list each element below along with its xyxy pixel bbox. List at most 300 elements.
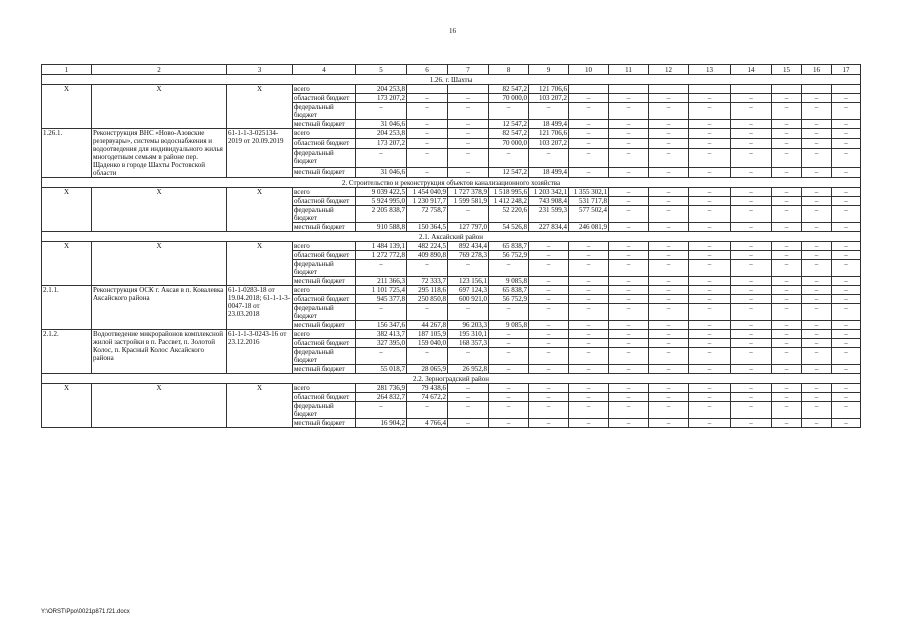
value-cell: –	[569, 103, 609, 120]
value-cell: –	[731, 188, 772, 197]
column-header: 11	[609, 65, 649, 75]
section-row	[42, 374, 861, 384]
value-cell: 70 000,0	[489, 139, 529, 149]
value-cell: –	[529, 295, 569, 304]
value-cell: –	[448, 129, 489, 139]
value-cell: –	[609, 295, 649, 304]
column-header: 13	[689, 65, 731, 75]
value-cell: –	[529, 251, 569, 260]
value-cell: –	[609, 277, 649, 286]
value-cell: –	[802, 94, 832, 103]
item-reference: X	[227, 188, 293, 232]
value-cell: 65 838,7	[489, 286, 529, 295]
column-header: 1	[42, 65, 92, 75]
value-cell: 1 272 772,8	[356, 251, 407, 260]
value-cell: 204 253,8	[356, 129, 407, 139]
item-description: Реконструкция ВНС «Ново-Азовские резервуары», системы водоснабжения и водоотведения для индивидуального жилья многодетным семьям в районе пер. Щаденко в городе Шахты Ростовской области	[92, 129, 227, 178]
value-cell: –	[731, 223, 772, 232]
item-description: Реконструкция ОСК г. Аксая в п. Ковалевка Аксайского района	[92, 286, 227, 330]
value-cell: 56 752,9	[489, 251, 529, 260]
value-cell: –	[802, 339, 832, 348]
value-cell: 697 124,3	[448, 286, 489, 295]
value-cell: –	[569, 339, 609, 348]
column-header: 16	[802, 65, 832, 75]
budget-label: областной бюджет	[293, 393, 356, 402]
item-number: 1.26.1.	[42, 129, 92, 178]
value-cell: –	[832, 419, 861, 428]
value-cell: –	[772, 295, 802, 304]
budget-label: федеральный бюджет	[293, 304, 356, 321]
value-cell: –	[772, 139, 802, 149]
value-cell: –	[802, 139, 832, 149]
value-cell: –	[529, 260, 569, 277]
value-cell: –	[356, 103, 407, 120]
budget-label: федеральный бюджет	[293, 206, 356, 223]
value-cell: –	[609, 393, 649, 402]
value-cell: –	[448, 139, 489, 149]
value-cell: –	[731, 277, 772, 286]
value-cell: –	[689, 103, 731, 120]
value-cell: –	[609, 139, 649, 149]
value-cell: –	[832, 304, 861, 321]
value-cell: 96 203,3	[448, 321, 489, 330]
value-cell: –	[689, 384, 731, 393]
column-header: 7	[448, 65, 489, 75]
table-row	[42, 85, 861, 94]
value-cell: –	[832, 339, 861, 348]
value-cell: –	[832, 223, 861, 232]
value-cell: –	[802, 242, 832, 251]
value-cell: –	[609, 188, 649, 197]
value-cell: –	[802, 365, 832, 374]
value-cell: –	[569, 129, 609, 139]
value-cell: –	[649, 286, 689, 295]
section-title: 2.2. Зерноградский район	[42, 374, 861, 384]
value-cell: –	[649, 365, 689, 374]
item-number: 2.1.2.	[42, 330, 92, 374]
item-reference: 61-1-1-3-0243-16 от 23.12.2016	[227, 330, 293, 374]
value-cell: –	[448, 103, 489, 120]
budget-label: областной бюджет	[293, 197, 356, 206]
value-cell: 168 357,3	[448, 339, 489, 348]
value-cell: 54 526,8	[489, 223, 529, 232]
value-cell: –	[609, 242, 649, 251]
value-cell: –	[772, 393, 802, 402]
value-cell: –	[489, 419, 529, 428]
value-cell: –	[731, 94, 772, 103]
value-cell: –	[772, 206, 802, 223]
value-cell: –	[609, 206, 649, 223]
value-cell: –	[731, 304, 772, 321]
value-cell: –	[448, 393, 489, 402]
value-cell: 123 156,1	[448, 277, 489, 286]
value-cell: –	[569, 167, 609, 177]
column-header: 12	[649, 65, 689, 75]
value-cell: 1 518 995,6	[489, 188, 529, 197]
value-cell: –	[448, 348, 489, 365]
value-cell: –	[407, 402, 448, 419]
value-cell: –	[649, 260, 689, 277]
file-path-footer: Y:\ORST\Ppo\0021p871.f21.docx	[41, 609, 130, 615]
value-cell: –	[832, 348, 861, 365]
value-cell: –	[609, 348, 649, 365]
value-cell: –	[731, 321, 772, 330]
value-cell: –	[609, 402, 649, 419]
value-cell: 28 065,9	[407, 365, 448, 374]
value-cell: –	[489, 149, 529, 168]
value-cell: –	[489, 384, 529, 393]
value-cell: 204 253,8	[356, 85, 407, 94]
value-cell: –	[569, 348, 609, 365]
value-cell: 72 333,7	[407, 277, 448, 286]
value-cell: –	[649, 330, 689, 339]
value-cell: –	[407, 129, 448, 139]
value-cell: –	[802, 223, 832, 232]
value-cell: –	[569, 393, 609, 402]
value-cell: –	[731, 167, 772, 177]
value-cell: –	[649, 419, 689, 428]
value-cell: –	[689, 286, 731, 295]
table-row	[42, 242, 861, 251]
value-cell: –	[609, 339, 649, 348]
value-cell: 18 499,4	[529, 120, 569, 129]
value-cell: –	[731, 206, 772, 223]
value-cell: –	[731, 402, 772, 419]
value-cell: 281 736,9	[356, 384, 407, 393]
value-cell: –	[529, 149, 569, 168]
value-cell: –	[689, 129, 731, 139]
value-cell: –	[649, 149, 689, 168]
value-cell	[802, 85, 832, 94]
value-cell: –	[689, 94, 731, 103]
value-cell: –	[569, 402, 609, 419]
value-cell: –	[529, 393, 569, 402]
item-reference: 61-1-0283-18 от 19.04.2018; 61-1-1-3-0047-18 от 23.03.2018	[227, 286, 293, 330]
budget-label: местный бюджет	[293, 120, 356, 129]
value-cell: –	[609, 365, 649, 374]
value-cell: –	[731, 139, 772, 149]
value-cell: –	[802, 286, 832, 295]
value-cell: 1 599 581,9	[448, 197, 489, 206]
value-cell: –	[609, 260, 649, 277]
value-cell: 16 904,2	[356, 419, 407, 428]
value-cell: –	[802, 348, 832, 365]
value-cell: –	[689, 167, 731, 177]
value-cell: –	[609, 251, 649, 260]
document-table-wrapper	[41, 64, 860, 428]
value-cell: –	[649, 188, 689, 197]
value-cell: 173 207,2	[356, 94, 407, 103]
value-cell: –	[832, 251, 861, 260]
value-cell: –	[802, 251, 832, 260]
value-cell: 52 220,6	[489, 206, 529, 223]
value-cell	[731, 85, 772, 94]
value-cell: –	[569, 286, 609, 295]
column-header: 15	[772, 65, 802, 75]
value-cell: 231 599,3	[529, 206, 569, 223]
value-cell: –	[802, 167, 832, 177]
value-cell: 1 484 139,1	[356, 242, 407, 251]
value-cell: –	[529, 348, 569, 365]
value-cell: –	[649, 339, 689, 348]
budget-label: всего	[293, 384, 356, 393]
value-cell: –	[448, 419, 489, 428]
value-cell: –	[649, 223, 689, 232]
table-row	[42, 129, 861, 139]
value-cell: –	[609, 129, 649, 139]
budget-label: областной бюджет	[293, 251, 356, 260]
value-cell: –	[689, 260, 731, 277]
item-number: X	[42, 242, 92, 286]
value-cell: –	[772, 402, 802, 419]
value-cell: –	[489, 393, 529, 402]
column-header: 5	[356, 65, 407, 75]
value-cell: –	[689, 197, 731, 206]
value-cell: –	[529, 321, 569, 330]
value-cell: –	[609, 384, 649, 393]
budget-label: федеральный бюджет	[293, 149, 356, 168]
value-cell: –	[731, 260, 772, 277]
value-cell: –	[569, 149, 609, 168]
budget-label: федеральный бюджет	[293, 348, 356, 365]
value-cell: 26 952,8	[448, 365, 489, 374]
value-cell: –	[609, 223, 649, 232]
value-cell: 250 850,8	[407, 295, 448, 304]
value-cell: –	[772, 339, 802, 348]
value-cell: –	[731, 348, 772, 365]
value-cell: –	[832, 365, 861, 374]
value-cell: 892 434,4	[448, 242, 489, 251]
value-cell: –	[802, 393, 832, 402]
value-cell: 44 267,8	[407, 321, 448, 330]
column-header: 6	[407, 65, 448, 75]
value-cell: –	[802, 206, 832, 223]
column-header: 4	[293, 65, 356, 75]
value-cell: –	[689, 188, 731, 197]
value-cell: –	[569, 384, 609, 393]
value-cell: –	[772, 348, 802, 365]
value-cell: 246 081,9	[569, 223, 609, 232]
item-description: X	[92, 85, 227, 129]
value-cell: –	[772, 242, 802, 251]
value-cell: –	[802, 103, 832, 120]
value-cell: –	[569, 120, 609, 129]
value-cell: –	[802, 295, 832, 304]
value-cell: –	[731, 129, 772, 139]
value-cell: 31 046,6	[356, 120, 407, 129]
item-reference: X	[227, 85, 293, 129]
value-cell: –	[649, 242, 689, 251]
value-cell: –	[356, 304, 407, 321]
value-cell: –	[569, 251, 609, 260]
budget-label: федеральный бюджет	[293, 103, 356, 120]
budget-table	[41, 64, 861, 428]
column-header: 2	[92, 65, 227, 75]
value-cell: –	[772, 188, 802, 197]
value-cell: –	[569, 304, 609, 321]
value-cell: –	[802, 330, 832, 339]
value-cell: –	[772, 419, 802, 428]
value-cell: –	[689, 402, 731, 419]
item-reference: X	[227, 242, 293, 286]
item-reference: X	[227, 384, 293, 428]
value-cell: –	[689, 251, 731, 260]
item-description: X	[92, 384, 227, 428]
value-cell: 531 717,8	[569, 197, 609, 206]
page-number: 16	[449, 27, 456, 35]
value-cell: –	[356, 260, 407, 277]
value-cell: 5 924 995,0	[356, 197, 407, 206]
section-row	[42, 75, 861, 85]
item-description: Водоотведение микрорайонов комплексной жилой застройки в п. Рассвет, п. Золотой Колос, п. Красный Колос Аксайского района	[92, 330, 227, 374]
value-cell: 31 046,6	[356, 167, 407, 177]
value-cell: 2 205 838,7	[356, 206, 407, 223]
value-cell: –	[772, 149, 802, 168]
value-cell: 743 908,4	[529, 197, 569, 206]
value-cell: –	[407, 304, 448, 321]
value-cell: –	[448, 149, 489, 168]
value-cell: –	[731, 295, 772, 304]
value-cell: –	[356, 348, 407, 365]
column-header: 17	[832, 65, 861, 75]
value-cell: –	[731, 365, 772, 374]
item-description: X	[92, 188, 227, 232]
section-title: 2.1. Аксайский район	[42, 232, 861, 242]
value-cell: –	[649, 348, 689, 365]
value-cell: 72 758,7	[407, 206, 448, 223]
value-cell: –	[772, 321, 802, 330]
value-cell: 127 797,0	[448, 223, 489, 232]
value-cell: –	[529, 365, 569, 374]
value-cell: –	[569, 242, 609, 251]
value-cell: 1 101 725,4	[356, 286, 407, 295]
value-cell: –	[356, 149, 407, 168]
value-cell: –	[772, 286, 802, 295]
value-cell: –	[832, 286, 861, 295]
value-cell: –	[448, 260, 489, 277]
value-cell: –	[649, 304, 689, 321]
value-cell: 9 039 422,5	[356, 188, 407, 197]
value-cell: –	[609, 304, 649, 321]
value-cell: –	[832, 384, 861, 393]
value-cell: 150 364,5	[407, 223, 448, 232]
value-cell: –	[407, 103, 448, 120]
value-cell: 103 207,2	[529, 94, 569, 103]
value-cell: –	[689, 206, 731, 223]
value-cell: –	[802, 402, 832, 419]
value-cell: –	[772, 330, 802, 339]
budget-label: всего	[293, 85, 356, 94]
value-cell: –	[569, 419, 609, 428]
value-cell: –	[802, 419, 832, 428]
value-cell: –	[529, 330, 569, 339]
value-cell: –	[529, 419, 569, 428]
value-cell: –	[448, 167, 489, 177]
value-cell: –	[407, 167, 448, 177]
value-cell: –	[609, 149, 649, 168]
value-cell: –	[609, 94, 649, 103]
value-cell: –	[609, 103, 649, 120]
value-cell: –	[609, 197, 649, 206]
value-cell: –	[529, 103, 569, 120]
value-cell: –	[731, 242, 772, 251]
value-cell: 56 752,9	[489, 295, 529, 304]
value-cell: –	[772, 223, 802, 232]
value-cell: 195 310,1	[448, 330, 489, 339]
value-cell: –	[689, 304, 731, 321]
value-cell: –	[407, 94, 448, 103]
section-row	[42, 232, 861, 242]
budget-label: областной бюджет	[293, 94, 356, 103]
value-cell: 12 547,2	[489, 120, 529, 129]
value-cell: –	[407, 260, 448, 277]
column-header: 10	[569, 65, 609, 75]
value-cell: –	[772, 94, 802, 103]
value-cell: 945 377,8	[356, 295, 407, 304]
value-cell: –	[689, 223, 731, 232]
value-cell	[832, 85, 861, 94]
value-cell: –	[649, 393, 689, 402]
value-cell: –	[802, 129, 832, 139]
value-cell: –	[407, 149, 448, 168]
value-cell: –	[689, 348, 731, 365]
value-cell: –	[832, 277, 861, 286]
value-cell	[569, 85, 609, 94]
value-cell: –	[689, 339, 731, 348]
value-cell: 103 207,2	[529, 139, 569, 149]
table-row	[42, 188, 861, 197]
budget-label: местный бюджет	[293, 277, 356, 286]
value-cell: –	[649, 120, 689, 129]
value-cell: –	[609, 321, 649, 330]
value-cell: –	[832, 139, 861, 149]
value-cell: 1 454 040,9	[407, 188, 448, 197]
value-cell: –	[529, 277, 569, 286]
budget-label: всего	[293, 129, 356, 139]
value-cell: –	[802, 321, 832, 330]
value-cell: –	[489, 402, 529, 419]
value-cell: –	[832, 393, 861, 402]
value-cell: –	[772, 167, 802, 177]
value-cell: –	[832, 167, 861, 177]
budget-label: местный бюджет	[293, 419, 356, 428]
value-cell: –	[832, 197, 861, 206]
value-cell: –	[772, 197, 802, 206]
value-cell: –	[802, 260, 832, 277]
budget-label: местный бюджет	[293, 321, 356, 330]
value-cell: 1 203 342,1	[529, 188, 569, 197]
value-cell: 70 000,0	[489, 94, 529, 103]
value-cell: 211 366,3	[356, 277, 407, 286]
value-cell: –	[649, 251, 689, 260]
value-cell: 82 547,2	[489, 129, 529, 139]
value-cell: –	[832, 103, 861, 120]
value-cell: –	[832, 295, 861, 304]
value-cell: –	[649, 295, 689, 304]
item-description: X	[92, 242, 227, 286]
value-cell: –	[489, 304, 529, 321]
value-cell: –	[731, 286, 772, 295]
value-cell: –	[689, 149, 731, 168]
budget-label: всего	[293, 330, 356, 339]
column-header: 3	[227, 65, 293, 75]
value-cell: –	[609, 330, 649, 339]
value-cell: –	[832, 321, 861, 330]
table-row	[42, 384, 861, 393]
column-header: 14	[731, 65, 772, 75]
budget-label: всего	[293, 242, 356, 251]
item-number: X	[42, 384, 92, 428]
